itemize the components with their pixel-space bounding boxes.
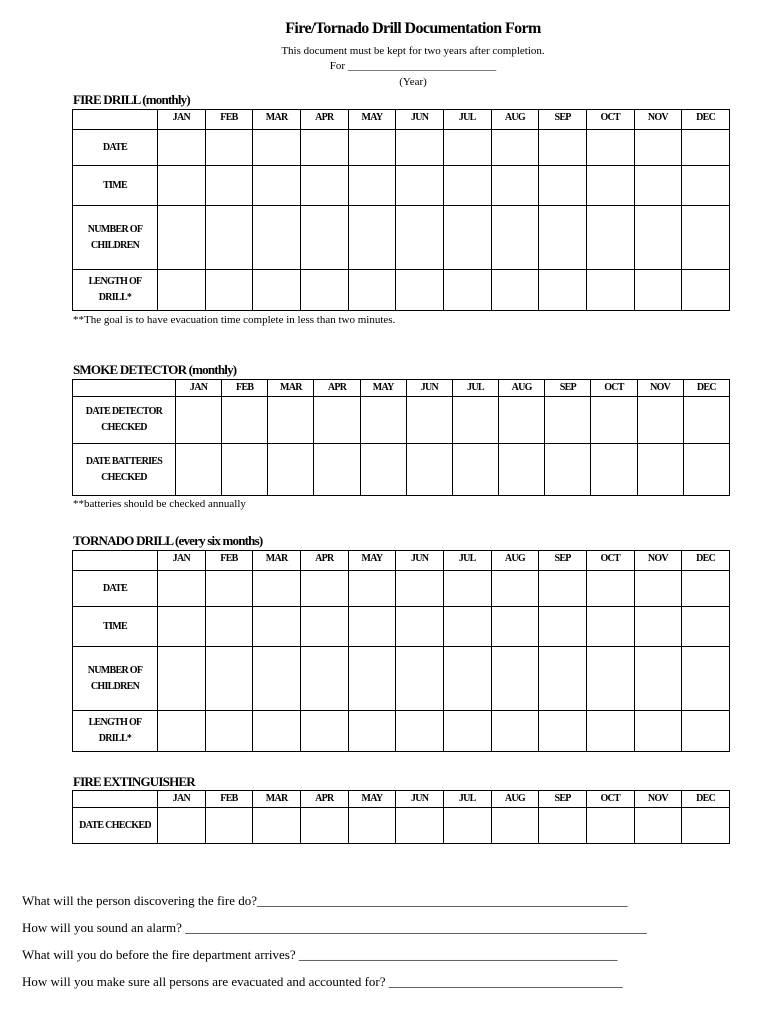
entry-cell[interactable]: [491, 166, 539, 206]
month-header: AUG: [491, 110, 539, 130]
entry-cell[interactable]: [634, 270, 682, 311]
entry-cell[interactable]: [253, 607, 301, 647]
entry-cell[interactable]: [539, 571, 587, 607]
question-sound-alarm[interactable]: How will you sound an alarm? _______________________________________________________________________: [22, 920, 647, 935]
entry-cell[interactable]: [443, 166, 491, 206]
entry-cell[interactable]: [348, 166, 396, 206]
entry-cell[interactable]: [300, 270, 348, 311]
entry-cell[interactable]: [634, 607, 682, 647]
fire-extinguisher-table: [72, 790, 730, 844]
row-label: DATE: [73, 130, 158, 166]
entry-cell[interactable]: [682, 647, 730, 711]
entry-cell[interactable]: [253, 571, 301, 607]
entry-cell[interactable]: [158, 808, 206, 844]
entry-cell[interactable]: [443, 206, 491, 270]
entry-cell[interactable]: [176, 444, 222, 496]
month-header: MAR: [253, 551, 301, 571]
entry-cell[interactable]: [300, 571, 348, 607]
month-header: AUG: [491, 791, 539, 808]
entry-cell[interactable]: [491, 571, 539, 607]
entry-cell[interactable]: [452, 444, 498, 496]
entry-cell[interactable]: [348, 206, 396, 270]
entry-cell[interactable]: [682, 607, 730, 647]
entry-cell[interactable]: [396, 607, 444, 647]
month-header: JAN: [158, 791, 206, 808]
entry-cell[interactable]: [539, 711, 587, 752]
entry-cell[interactable]: [586, 270, 634, 311]
entry-cell[interactable]: [360, 397, 406, 444]
month-header: DEC: [682, 551, 730, 571]
month-header: SEP: [539, 791, 587, 808]
month-header: APR: [300, 110, 348, 130]
entry-cell[interactable]: [491, 808, 539, 844]
entry-cell[interactable]: [348, 270, 396, 311]
entry-cell[interactable]: [268, 397, 314, 444]
month-header: JUL: [452, 380, 498, 397]
month-header: APR: [300, 551, 348, 571]
month-header: MAY: [360, 380, 406, 397]
month-header: NOV: [634, 110, 682, 130]
entry-cell[interactable]: [682, 711, 730, 752]
entry-cell[interactable]: [634, 130, 682, 166]
month-header: FEB: [205, 110, 253, 130]
month-header: MAR: [268, 380, 314, 397]
entry-cell[interactable]: [586, 808, 634, 844]
entry-cell[interactable]: [637, 397, 683, 444]
month-header: JUL: [443, 551, 491, 571]
entry-cell[interactable]: [205, 206, 253, 270]
entry-cell[interactable]: [683, 444, 729, 496]
entry-cell[interactable]: [443, 808, 491, 844]
entry-cell[interactable]: [300, 808, 348, 844]
entry-cell[interactable]: [499, 444, 545, 496]
entry-cell[interactable]: [396, 166, 444, 206]
month-header: JUL: [443, 791, 491, 808]
entry-cell[interactable]: [396, 270, 444, 311]
entry-cell[interactable]: [545, 444, 591, 496]
entry-cell[interactable]: [300, 130, 348, 166]
corner-cell: [73, 110, 158, 130]
month-header: SEP: [545, 380, 591, 397]
corner-cell: [73, 380, 176, 397]
entry-cell[interactable]: [205, 647, 253, 711]
question-discovering-fire[interactable]: What will the person discovering the fire do?_________________________________________________________: [22, 893, 628, 908]
entry-cell[interactable]: [586, 206, 634, 270]
entry-cell[interactable]: [443, 711, 491, 752]
entry-cell[interactable]: [348, 808, 396, 844]
row-label: DATE DETECTOR CHECKED: [73, 397, 176, 444]
entry-cell[interactable]: [591, 397, 637, 444]
month-header: APR: [300, 791, 348, 808]
entry-cell[interactable]: [443, 647, 491, 711]
entry-cell[interactable]: [491, 647, 539, 711]
month-header: AUG: [491, 551, 539, 571]
entry-cell[interactable]: [300, 607, 348, 647]
entry-cell[interactable]: [158, 571, 206, 607]
entry-cell[interactable]: [300, 711, 348, 752]
entry-cell[interactable]: [348, 647, 396, 711]
entry-cell[interactable]: [443, 571, 491, 607]
entry-cell[interactable]: [158, 607, 206, 647]
entry-cell[interactable]: [406, 397, 452, 444]
entry-cell[interactable]: [634, 711, 682, 752]
month-header: JUL: [443, 110, 491, 130]
row-label: DATE: [73, 571, 158, 607]
entry-cell[interactable]: [253, 130, 301, 166]
entry-cell[interactable]: [443, 130, 491, 166]
row-label: TIME: [73, 607, 158, 647]
entry-cell[interactable]: [545, 397, 591, 444]
entry-cell[interactable]: [539, 607, 587, 647]
entry-cell[interactable]: [314, 444, 360, 496]
entry-cell[interactable]: [586, 166, 634, 206]
month-header: OCT: [586, 551, 634, 571]
month-header: JUN: [406, 380, 452, 397]
entry-cell[interactable]: [205, 270, 253, 311]
entry-cell[interactable]: [591, 444, 637, 496]
row-label: NUMBER OF CHILDREN: [73, 206, 158, 270]
entry-cell[interactable]: [396, 130, 444, 166]
row-label: TIME: [73, 166, 158, 206]
entry-cell[interactable]: [205, 808, 253, 844]
month-header: JUN: [396, 791, 444, 808]
entry-cell[interactable]: [634, 206, 682, 270]
question-before-fire-dept[interactable]: What will you do before the fire department arrives? _________________________________________________: [22, 947, 618, 962]
entry-cell[interactable]: [158, 166, 206, 206]
entry-cell[interactable]: [158, 711, 206, 752]
row-label: DATE CHECKED: [73, 808, 158, 844]
entry-cell[interactable]: [268, 444, 314, 496]
month-header: DEC: [682, 791, 730, 808]
entry-cell[interactable]: [348, 711, 396, 752]
entry-cell[interactable]: [158, 130, 206, 166]
entry-cell[interactable]: [205, 711, 253, 752]
entry-cell[interactable]: [222, 444, 268, 496]
tornado-drill-table: [72, 550, 730, 752]
entry-cell[interactable]: [348, 571, 396, 607]
month-header: MAY: [348, 791, 396, 808]
entry-cell[interactable]: [682, 270, 730, 311]
entry-cell[interactable]: [253, 166, 301, 206]
month-header: NOV: [637, 380, 683, 397]
entry-cell[interactable]: [586, 571, 634, 607]
month-header: OCT: [586, 791, 634, 808]
entry-cell[interactable]: [637, 444, 683, 496]
entry-cell[interactable]: [253, 808, 301, 844]
month-header: DEC: [683, 380, 729, 397]
entry-cell[interactable]: [396, 206, 444, 270]
entry-cell[interactable]: [396, 808, 444, 844]
entry-cell[interactable]: [491, 711, 539, 752]
entry-cell[interactable]: [348, 130, 396, 166]
entry-cell[interactable]: [634, 808, 682, 844]
entry-cell[interactable]: [300, 647, 348, 711]
smoke-detector-note: **batteries should be checked annually: [73, 498, 246, 510]
entry-cell[interactable]: [539, 647, 587, 711]
entry-cell[interactable]: [491, 130, 539, 166]
entry-cell[interactable]: [586, 607, 634, 647]
entry-cell[interactable]: [205, 130, 253, 166]
entry-cell[interactable]: [253, 647, 301, 711]
entry-cell[interactable]: [205, 166, 253, 206]
for-line[interactable]: For ___________________________: [329, 60, 497, 72]
entry-cell[interactable]: [396, 571, 444, 607]
entry-cell[interactable]: [539, 270, 587, 311]
entry-cell[interactable]: [253, 206, 301, 270]
entry-cell[interactable]: [176, 397, 222, 444]
fire-extinguisher-title: FIRE EXTINGUISHER: [73, 774, 195, 789]
month-header: JUN: [396, 551, 444, 571]
month-header: JAN: [158, 551, 206, 571]
month-header: JAN: [158, 110, 206, 130]
row-label: LENGTH OF DRILL*: [73, 270, 158, 311]
corner-cell: [73, 551, 158, 571]
entry-cell[interactable]: [634, 647, 682, 711]
entry-cell[interactable]: [491, 270, 539, 311]
entry-cell[interactable]: [539, 206, 587, 270]
entry-cell[interactable]: [683, 397, 729, 444]
tornado-drill-title: TORNADO DRILL (every six months): [73, 533, 263, 548]
smoke-detector-title: SMOKE DETECTOR (monthly): [73, 362, 237, 377]
entry-cell[interactable]: [443, 607, 491, 647]
entry-cell[interactable]: [586, 711, 634, 752]
entry-cell[interactable]: [586, 130, 634, 166]
entry-cell[interactable]: [682, 166, 730, 206]
year-label: (Year): [399, 76, 427, 88]
month-header: NOV: [634, 791, 682, 808]
entry-cell[interactable]: [300, 206, 348, 270]
month-header: FEB: [205, 551, 253, 571]
entry-cell[interactable]: [348, 607, 396, 647]
entry-cell[interactable]: [158, 647, 206, 711]
entry-cell[interactable]: [634, 571, 682, 607]
month-header: SEP: [539, 551, 587, 571]
entry-cell[interactable]: [396, 711, 444, 752]
entry-cell[interactable]: [406, 444, 452, 496]
month-header: JUN: [396, 110, 444, 130]
month-header: FEB: [205, 791, 253, 808]
entry-cell[interactable]: [158, 206, 206, 270]
entry-cell[interactable]: [682, 808, 730, 844]
month-header: DEC: [682, 110, 730, 130]
month-header: SEP: [539, 110, 587, 130]
month-header: NOV: [634, 551, 682, 571]
row-label: LENGTH OF DRILL*: [73, 711, 158, 752]
entry-cell[interactable]: [452, 397, 498, 444]
entry-cell[interactable]: [396, 647, 444, 711]
entry-cell[interactable]: [539, 166, 587, 206]
corner-cell: [73, 791, 158, 808]
entry-cell[interactable]: [443, 270, 491, 311]
month-header: APR: [314, 380, 360, 397]
month-header: OCT: [586, 110, 634, 130]
entry-cell[interactable]: [360, 444, 406, 496]
fire-drill-title: FIRE DRILL (monthly): [73, 92, 190, 107]
entry-cell[interactable]: [314, 397, 360, 444]
month-header: MAR: [253, 791, 301, 808]
entry-cell[interactable]: [205, 607, 253, 647]
entry-cell[interactable]: [491, 206, 539, 270]
entry-cell[interactable]: [222, 397, 268, 444]
month-header: MAY: [348, 551, 396, 571]
smoke-detector-table: [72, 379, 730, 496]
month-header: AUG: [499, 380, 545, 397]
retention-note: This document must be kept for two years after completion.: [281, 45, 545, 57]
entry-cell[interactable]: [682, 571, 730, 607]
form-title: Fire/Tornado Drill Documentation Form: [285, 20, 541, 37]
month-header: FEB: [222, 380, 268, 397]
month-header: MAR: [253, 110, 301, 130]
entry-cell[interactable]: [682, 130, 730, 166]
entry-cell[interactable]: [586, 647, 634, 711]
entry-cell[interactable]: [253, 711, 301, 752]
month-header: JAN: [176, 380, 222, 397]
entry-cell[interactable]: [253, 270, 301, 311]
entry-cell[interactable]: [158, 270, 206, 311]
entry-cell[interactable]: [682, 206, 730, 270]
entry-cell[interactable]: [539, 808, 587, 844]
fire-drill-table: [72, 109, 730, 311]
row-label: DATE BATTERIES CHECKED: [73, 444, 176, 496]
entry-cell[interactable]: [634, 166, 682, 206]
fire-drill-note: **The goal is to have evacuation time complete in less than two minutes.: [73, 314, 396, 326]
row-label: NUMBER OF CHILDREN: [73, 647, 158, 711]
month-header: MAY: [348, 110, 396, 130]
month-header: OCT: [591, 380, 637, 397]
entry-cell[interactable]: [205, 571, 253, 607]
entry-cell[interactable]: [499, 397, 545, 444]
entry-cell[interactable]: [539, 130, 587, 166]
question-evacuation[interactable]: How will you make sure all persons are evacuated and accounted for? ____________________________________: [22, 974, 623, 989]
entry-cell[interactable]: [300, 166, 348, 206]
entry-cell[interactable]: [491, 607, 539, 647]
